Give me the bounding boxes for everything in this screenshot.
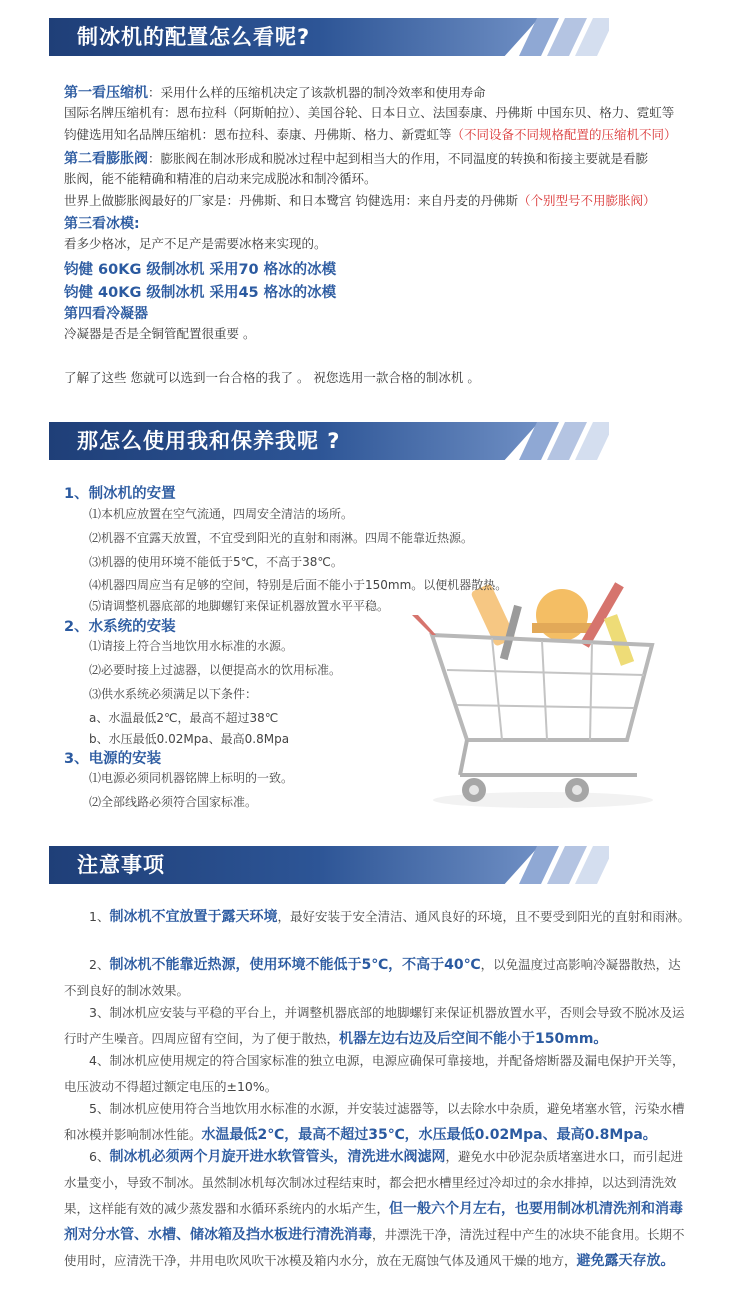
water-item-5: b、水压最低0.02Mpa、最高0.8Mpa [89,732,290,746]
valve-choice-line [64,191,656,209]
compressor-choice: 钧健选用知名品牌压缩机：恩布拉科、泰康、丹佛斯、格力、新霓虹等 [64,127,452,142]
install-item-3: ⑶机器的使用环境不能低于5℃，不高于38℃。 [89,555,343,569]
water-heading: 2、水系统的安装 [64,619,176,635]
condenser-heading: 第四看冷凝器 [64,306,148,322]
note-paragraph-1: 1、制冰机不宜放置于露天环境，最好安装于安全清洁、通风良好的环境，且不要受到阳光的直射和雨淋。 [89,909,690,925]
config-valve-line [64,148,648,168]
valve-desc-2: 胀阀，能不能精确和精准的启动来完成脱冰和制冷循环。 [64,171,377,186]
section-title-notes: 注意事项 [77,853,165,877]
valve-choice: 世界上做膨胀阀最好的厂家是：丹佛斯、和日本鹭宫 钧健选用：来自丹麦的丹佛斯 [64,193,518,208]
power-heading: 3、电源的安装 [64,751,162,767]
water-item-1: ⑴请接上符合当地饮用水标准的水源。 [89,639,294,653]
section-banner-notes [49,846,609,884]
power-item-1: ⑴电源必须同机器铭牌上标明的一致。 [89,771,294,785]
install-item-4: ⑷机器四周应当有足够的空间，特别是后面不能小于150mm。以便机器散热。 [89,578,508,592]
compressor-desc: ：采用什么样的压缩机决定了该款机器的制冷效率和使用寿命 [148,85,486,100]
valve-heading: 第二看膨胀阀 [64,151,148,167]
compressor-choice-line [64,125,677,143]
section-title-config: 制冰机的配置怎么看呢? [77,25,311,49]
note-paragraph-5: 5、制冰机应使用符合当地饮用水标准的水源，并安装过滤器等，以去除水中杂质，避免堵塞水管，污染水槽和冰模并影响制冰性能。水温最低2℃，最高不超过35℃，水压最低0.02Mpa、最高0.8Mpa。 [64,1101,685,1143]
note-paragraph-3: 3、制冰机应安装与平稳的平台上，并调整机器底部的地脚螺钉来保证机器放置水平，否则会导致不脱冰及运行时产生噪音。四周应留有空间，为了便于散热，机器左边右边及后空间不能小于150mm。 [64,1005,685,1047]
tool-cart-illustration [412,575,674,813]
mold-spec-60kg: 钧健 60KG 级制冰机 采用70 格冰的冰模 [64,262,337,278]
install-heading: 1、制冰机的安置 [64,486,176,502]
water-item-3: ⑶供水系统必须满足以下条件： [89,687,258,701]
section-title-usage: 那怎么使用我和保养我呢 ? [77,429,341,453]
install-item-5: ⑸请调整机器底部的地脚螺钉来保证机器放置水平平稳。 [89,599,390,613]
note-paragraph-4: 4、制冰机应使用规定的符合国家标准的独立电源，电源应确保可靠接地，并配备熔断器及漏电保护开关等，电压波动不得超过额定电压的±10%。 [64,1053,685,1094]
compressor-heading: 第一看压缩机 [64,85,148,101]
mold-spec-40kg: 钧健 40KG 级制冰机 采用45 格冰的冰模 [64,285,337,301]
valve-desc: ：膨胀阀在制冰形成和脱冰过程中起到相当大的作用，不同温度的转换和衔接主要就是看膨 [148,151,649,166]
install-item-1: ⑴本机应放置在空气流通，四周安全清洁的场所。 [89,507,354,521]
note-paragraph-2: 2、制冰机不能靠近热源，使用环境不能低于5℃，不高于40℃，以免温度过高影响冷凝器散热，达不到良好的制冰效果。 [64,957,681,998]
config-compressor-line [64,82,486,102]
note-paragraph-6: 6、制冰机必须两个月旋开进水软管管头，清洗进水阀滤网，避免水中砂泥杂质堵塞进水口，而引起进水量变小，导致不制冰。虽然制冰机每次制冰过程结束时，都会把水槽里经过冷却过的余水排掉，以达到清洗效果，这样能有效的减少蒸发器和水循环系统内的水垢产生，但一般六个月左右，也要用制冰机清洗剂和消毒剂对分水管、水槽、储冰箱及挡水板进行清洗消毒，井漂洗干净，清洗过程中产生的冰块不能食用。长期不使用时，应清洗干净，井用电吹风吹干冰模及箱内水分，放在无腐蚀气体及通风干燥的地方，避免露天存放。 [64,1149,685,1269]
section-banner-config [49,18,609,56]
mold-heading: 第三看冰模 [64,216,134,232]
water-item-2: ⑵必要时接上过滤器，以便提高水的饮用标准。 [89,663,342,677]
valve-note: （个别型号不用膨胀阀） [517,193,656,208]
condenser-desc: 冷凝器是否是全铜管配置很重要 。 [64,326,256,341]
compressor-brands: 国际名牌压缩机有：恩布拉科（阿斯帕拉）、美国谷轮、日本日立、法国泰康、丹佛斯 中国东贝、格力、霓虹等 [64,105,675,120]
water-item-4: a、水温最低2℃，最高不超过38℃ [89,711,279,725]
config-summary: 了解了这些 您就可以选到一台合格的我了 。 祝您选用一款合格的制冰机 。 [64,370,480,385]
config-mold-line: 第三看冰模: [64,216,140,232]
compressor-note: （不同设备不同规格配置的压缩机不同） [451,127,677,142]
install-item-2: ⑵机器不宜露天放置，不宜受到阳光的直射和雨淋。四周不能靠近热源。 [89,531,474,545]
section-banner-usage [49,422,609,460]
power-item-2: ⑵全部线路必须符合国家标准。 [89,795,258,809]
config-condenser-line [64,303,148,323]
mold-desc: 看多少格冰，足产不足产是需要冰格来实现的。 [64,236,327,251]
